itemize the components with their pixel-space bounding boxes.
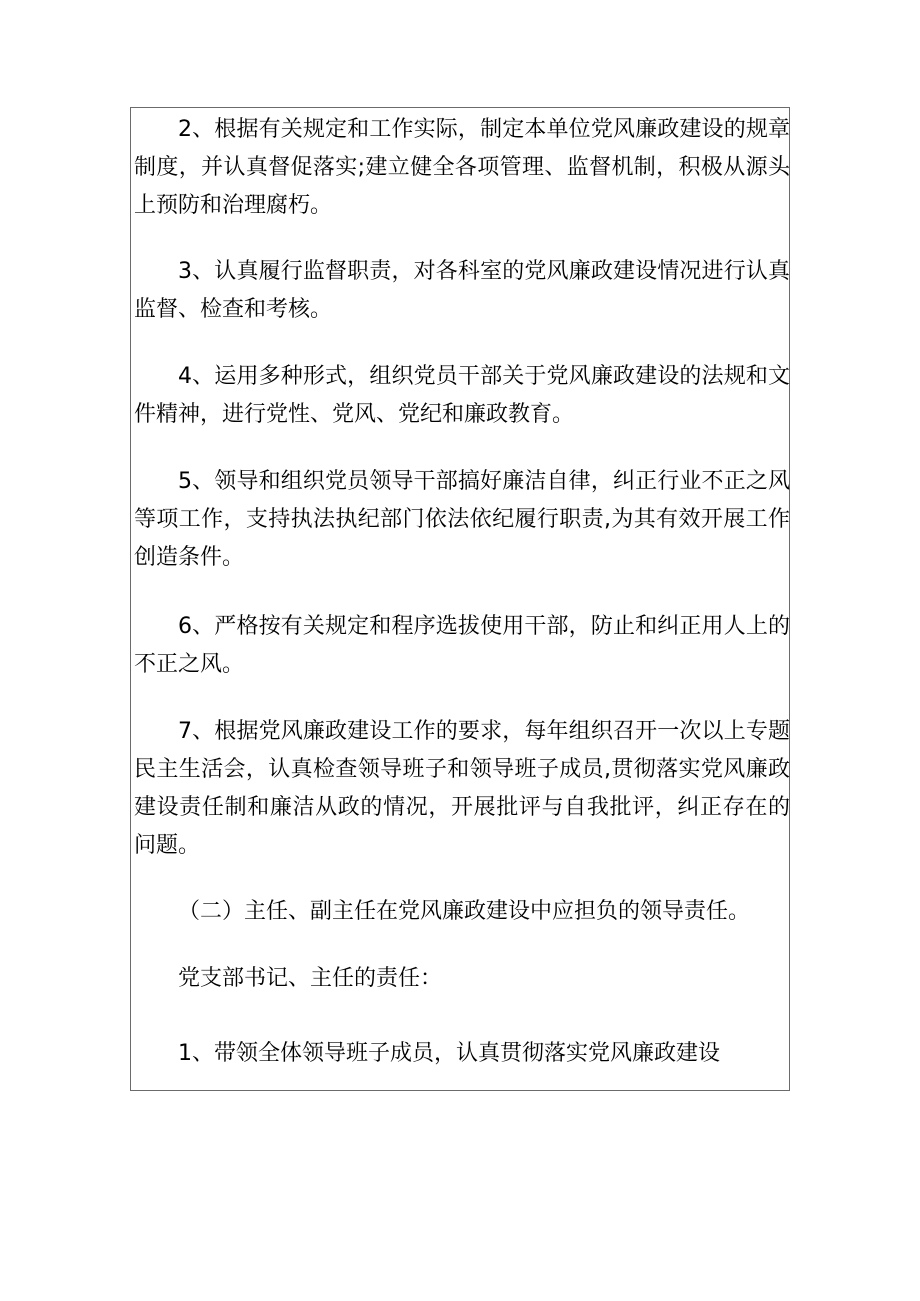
- paragraph-item-1: 1、带领全体领导班子成员，认真贯彻落实党风廉政建设: [178, 1041, 720, 1066]
- section-heading: （二）主任、副主任在党风廉政建设中应担负的领导责任。: [178, 899, 751, 924]
- paragraph-item-2: 2、根据有关规定和工作实际，制定本单位党风廉政建设的规章制度，并认真督促落实;建立健全各项管理、监督机制，积极从源头上预防和治理腐朽。: [134, 117, 790, 218]
- paragraph-item-6: 6、严格按有关规定和程序选拔使用干部，防止和纠正用人上的不正之风。: [134, 614, 790, 677]
- paragraph-item-4: 4、运用多种形式，组织党员干部关于党风廉政建设的法规和文件精神，进行党性、党风、党纪和廉政教育。: [134, 364, 790, 427]
- paragraph-item-3: 3、认真履行监督职责，对各科室的党风廉政建设情况进行认真监督、检查和考核。: [134, 259, 790, 322]
- paragraph-item-7: 7、根据党风廉政建设工作的要求，每年组织召开一次以上专题民主生活会，认真检查领导班子和领导班子成员,贯彻落实党风廉政建设责任制和廉洁从政的情况，开展批评与自我批评，纠正存在的问题。: [134, 719, 790, 858]
- responsibility-heading: 党支部书记、主任的责任：: [178, 966, 443, 991]
- paragraph-item-5: 5、领导和组织党员领导干部搞好廉洁自律，纠正行业不正之风等项工作，支持执法执纪部门依法依纪履行职责,为其有效开展工作创造条件。: [134, 469, 790, 570]
